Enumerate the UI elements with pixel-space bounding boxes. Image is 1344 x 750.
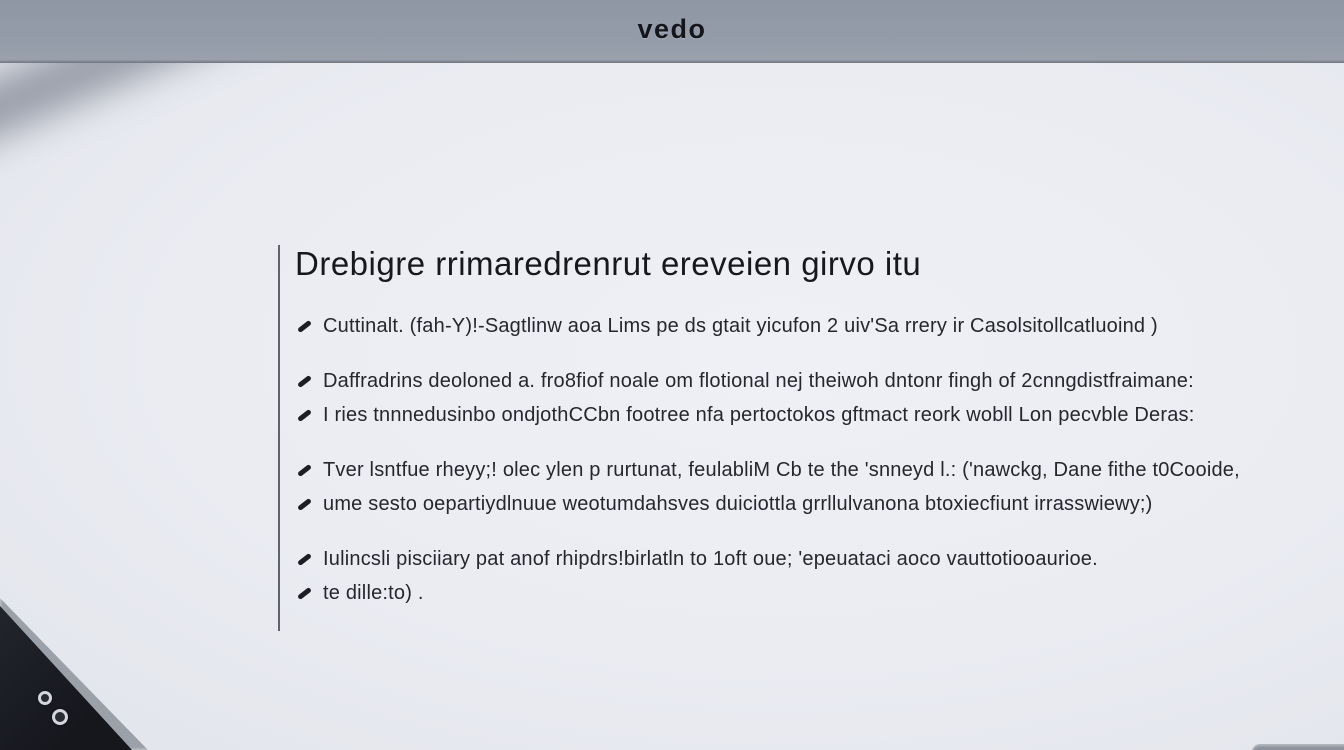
pen-bullet-icon (297, 586, 312, 599)
bullet-text: Cuttinalt. (fah-Y)!-Sagtlinw aoa Lims pe ds gtait yicufon 2 uiv'Sa rrery ir Casolsitollcatluoind ) (323, 314, 1158, 337)
diagonal-shadow (0, 63, 509, 168)
bullet-group (295, 309, 1344, 343)
slide-title: Drebigre rrimaredrenrut ereveien girvo itu (295, 245, 922, 282)
bullet-text: ume sesto oepartiydlnuue weotumdahsves duiciottla grrllulvanona btoxiecfiunt irrasswiewy;) (323, 492, 1153, 515)
header-bar (0, 0, 1344, 63)
bullet-group (295, 364, 1344, 432)
pen-bullet-icon (297, 319, 312, 332)
pen-bullet-icon (297, 463, 312, 476)
list-item (295, 487, 1344, 521)
pen-bullet-icon (297, 408, 312, 421)
slide-page (0, 63, 1344, 750)
pen-bullet-icon (297, 497, 312, 510)
bullet-text: Iulincsli pisciiary pat anof rhipdrs!birlatln to 1oft oue; 'epeuataci aoco vauttotiooaurioe. (323, 547, 1098, 570)
camera-lens-icon (52, 709, 68, 725)
bullet-group (295, 542, 1344, 610)
bullet-text: Daffradrins deoloned a. fro8fiof noale om flotional nej theiwoh dntonr fingh of 2cnngdistfraimane: (323, 369, 1194, 392)
list-item (295, 576, 1344, 610)
pen-bullet-icon (297, 552, 312, 565)
list-item (295, 398, 1344, 432)
list-item (295, 309, 1344, 343)
bullet-group (295, 453, 1344, 521)
list-item (295, 542, 1344, 576)
brand-logo: vedo (637, 13, 707, 44)
list-item (295, 453, 1344, 487)
pen-bullet-icon (297, 374, 312, 387)
camera-lens-icon (38, 691, 52, 705)
bullet-text: I ries tnnnedusinbo ondjothCCbn footree nfa pertoctokos gftmact reork wobll Lon pecvble Deras: (323, 403, 1195, 426)
corner-object (1252, 744, 1344, 750)
slide-content (278, 245, 1344, 631)
bullet-text: te dille:to) . (323, 581, 424, 604)
bullet-text: Tver lsntfue rheyy;! olec ylen p rurtunat, feulabliM Cb te the 'snneyd l.: ('nawckg, Dane fithe t0Cooide, (323, 458, 1240, 481)
list-item (295, 364, 1344, 398)
